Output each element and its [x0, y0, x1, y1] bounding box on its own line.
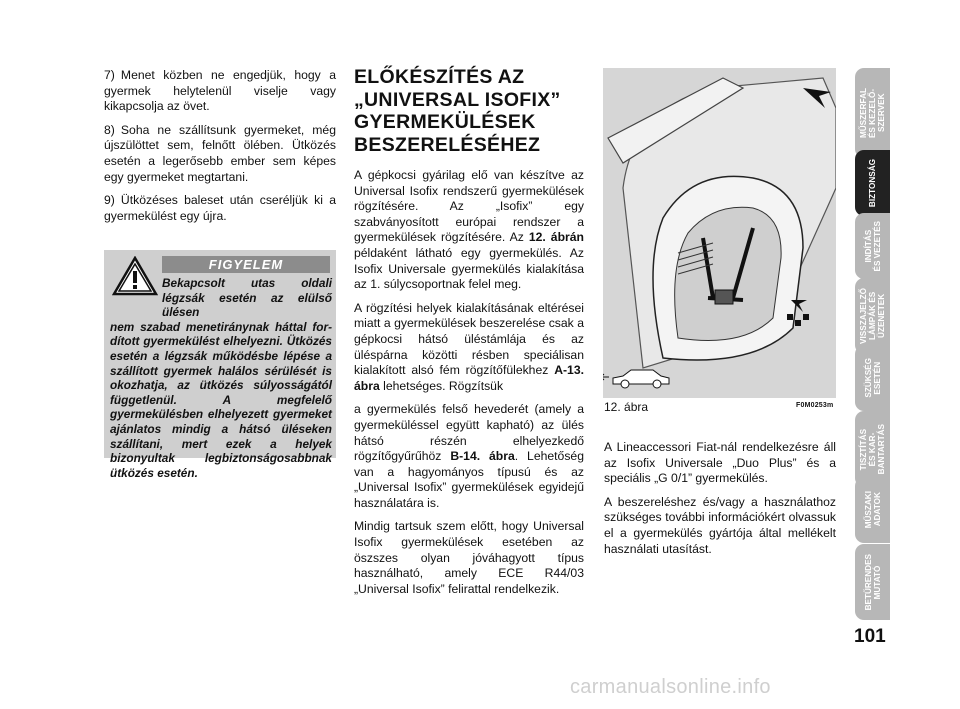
tab-technical-data[interactable]: MŰSZAKI ADATOK [855, 477, 890, 543]
paragraph-intro: A gépkocsi gyárilag elő van készítve az Universal Isofix rendszerű gyermekülések rögzítésére. Az „Isofix” egy szabványosított európai rendszer a gyermekülések rögzítésére. Az 12. ábrán példaként látható egy gyermekülés. Az Isofix Universale gyermekülés kialakítása az 1. súlycsoportnak felel meg. [354, 168, 584, 292]
watermark: carmanualsonline.info [570, 676, 771, 698]
paragraph-top-tether: a gyermekülés felső hevederét (amely a gyermeküléssel együtt kapható) az ülés hátsó részén elhelyezkedő rögzítőgyűrűhöz B-14. ábra. Lehetőség van a hagyományos típusú és az „Universal Isofix” gyermekülések egyidejű használatára is. [354, 402, 584, 510]
figure-code: F0M0253m [796, 402, 834, 409]
child-seat-drawing [603, 68, 836, 398]
paragraph-anchor-points: A rögzítési helyek kialakításának eltérései miatt a gyermekülések beszerelése csak a gépkocsi hátsó üléstámlája és az üléspárna közötti résben speciálisan kialakított alsó fém rögzítőfülekhez A-13. ábra lehetséges. Rögzítsük [354, 300, 584, 393]
paragraph-8: 8) Soha ne szállítsunk gyermeket, még újszülöttet sem, felnőtt ölében. Ütközés esetén a legerősebb ember sem képes egy gyermeket megtartani. [104, 122, 336, 184]
paragraph-approval: Mindig tartsuk szem előtt, hogy Universal Isofix gyermekülések esetében az öszszes olyan jóváhagyott típus használható, amely ECE R44/03 „Universal Isofix” felirattal rendelkezik. [354, 519, 584, 596]
tab-emergency[interactable]: SZÜKSÉG ESETÉN [855, 345, 890, 411]
child-seat-illustration [603, 68, 836, 398]
tab-warning-lights[interactable]: VISSZAJELZŐ LÁMPÁK ÉS ÜZENETEK [855, 278, 890, 354]
tab-dashboard-controls[interactable]: MŰSZERFAL ÉS KEZELŐ- SZERVEK [855, 68, 890, 158]
middle-column [354, 168, 584, 605]
paragraph-7: 7) Menet közben ne engedjük, hogy a gyermek helytelenül viselje vagy kikapcsolja az övet. [104, 68, 336, 114]
paragraph-9: 9) Ütközéses baleset után cseréljük ki a gyermekülést egy újra. [104, 193, 336, 223]
page-number: 101 [854, 626, 886, 647]
warning-box [104, 250, 336, 480]
warning-text-rest: nem szabad menetiránynak háttal for-dított gyermekülést elhelyezni. Ütközés esetén a légzsák működésbe lépése a szállított gyermek halálos sérülését is okozhatja, az ütközés súlyosságától függetlenül. A megfelelő gyermekülésben elhelyezett gyermeket ajánlatos mindig a hátsó üléseken szállítani, mert ezek a helyek bizonyultak legbiztonságosabbnak ütközés esetén. [110, 319, 332, 480]
section-title: ELŐKÉSZÍTÉS AZ „UNIVERSAL ISOFIX” GYERMEKÜLÉSEK BESZERELÉSÉHEZ [354, 66, 561, 156]
tab-index[interactable]: BETŰRENDES MUTATÓ [855, 544, 890, 620]
tab-safety[interactable]: BIZTONSÁG [855, 150, 890, 216]
right-column [604, 440, 836, 565]
paragraph-more-info: A beszereléshez és/vagy a használathoz szükséges további információkért olvassuk el a gyermekülés gyártója által mellékelt használati utasítást. [604, 494, 836, 556]
figure-caption: 12. ábra [604, 400, 649, 414]
warning-text [110, 276, 332, 480]
tab-starting-driving[interactable]: INDÍTÁS ÉS VEZETÉS [855, 213, 890, 279]
paragraph-lineaccessori: A Lineaccessori Fiat-nál rendelkezésre áll az Isofix Universale „Duo Plus” és a speciális „G 0/1” gyermekülés. [604, 440, 836, 486]
warning-title: FIGYELEM [162, 256, 330, 273]
warning-text-first: Bekapcsolt utas oldali légzsák esetén az elülső ülésen [162, 276, 332, 320]
tab-maintenance[interactable]: TISZTÍTÁS ÉS KAR- BANTARTÁS [855, 411, 890, 487]
left-column [104, 68, 336, 232]
